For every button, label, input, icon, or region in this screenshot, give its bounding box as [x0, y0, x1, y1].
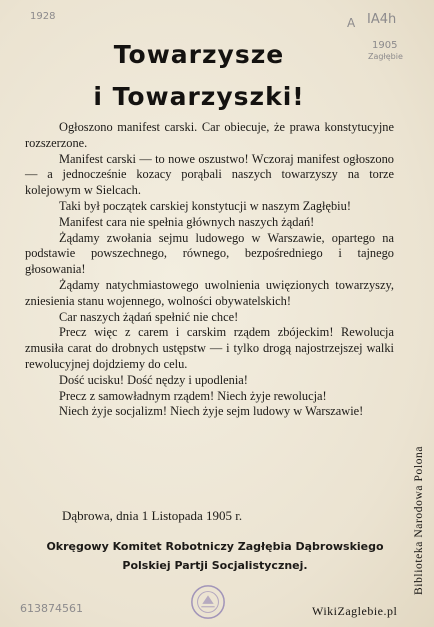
pencil-note-call-number: IA4h — [367, 12, 397, 27]
pencil-note-inventory: 613874561 — [20, 602, 83, 615]
paragraph: Precz z samowładnym rządem! Niech żyje rewolucja! — [59, 388, 327, 403]
signature-line-2: Polskiej Partji Socjalistycznej. — [122, 559, 308, 572]
library-stamp-icon — [189, 583, 227, 621]
pencil-note-year-2: 1905 — [372, 40, 398, 51]
paragraph: Manifest carski — to nowe oszustwo! Wczoraj manifest ogłoszono — a jednocześnie kozacy porąbali naszych towarzyszy na torze kolejowym w Sielcach. — [25, 151, 394, 198]
pencil-note-year: 1928 — [30, 11, 56, 22]
paragraph: Car naszych żądań spełnić nie chce! — [59, 309, 239, 324]
pencil-note-place: Zagłębie — [368, 52, 403, 61]
paragraph: Manifest cara nie spełnia głównych naszych żądań! — [59, 214, 315, 229]
signature-line-1: Okręgowy Komitet Robotniczy Zagłębia Dąbrowskiego — [46, 540, 384, 553]
title-line-1: Towarzysze — [113, 40, 285, 69]
paragraph: Dość ucisku! Dość nędzy i upodlenia! — [59, 372, 248, 387]
library-side-stamp: Biblioteka Narodowa Polona — [413, 445, 425, 595]
paragraph: Ogłoszono manifest carski. Car obiecuje, że prawa konstytucyjne rozszerzone. — [25, 120, 394, 150]
paragraph: Żądamy natychmiastowego uwolnienia uwięzionych towarzyszy, zniesienia stanu wojennego, wolności obywatelskich! — [25, 277, 394, 308]
proclamation-body — [25, 120, 394, 420]
pencil-note-letter: A — [347, 16, 356, 30]
paragraph: Żądamy zwołania sejmu ludowego w Warszawie, opartego na podstawie powszechnego, równego, bezpośredniego i tajnego głosowania! — [25, 230, 394, 277]
title-line-2: i Towarzyszki! — [93, 82, 305, 111]
date-line: Dąbrowa, dnia 1 Listopada 1905 r. — [62, 508, 243, 523]
paragraph: Niech żyje socjalizm! Niech żyje sejm ludowy w Warszawie! — [59, 404, 364, 419]
watermark: WikiZaglebie.pl — [312, 604, 398, 618]
paragraph: Precz więc z carem i carskim rządem zbójeckim! Rewolucja zmusiła carat do drobnych ustępstw — i tylko drogą najostrzejszej walki rewolucyjnej dojdziemy do celu. — [25, 325, 394, 371]
paragraph: Taki był początek carskiej konstytucji w naszym Zagłębiu! — [59, 198, 351, 213]
